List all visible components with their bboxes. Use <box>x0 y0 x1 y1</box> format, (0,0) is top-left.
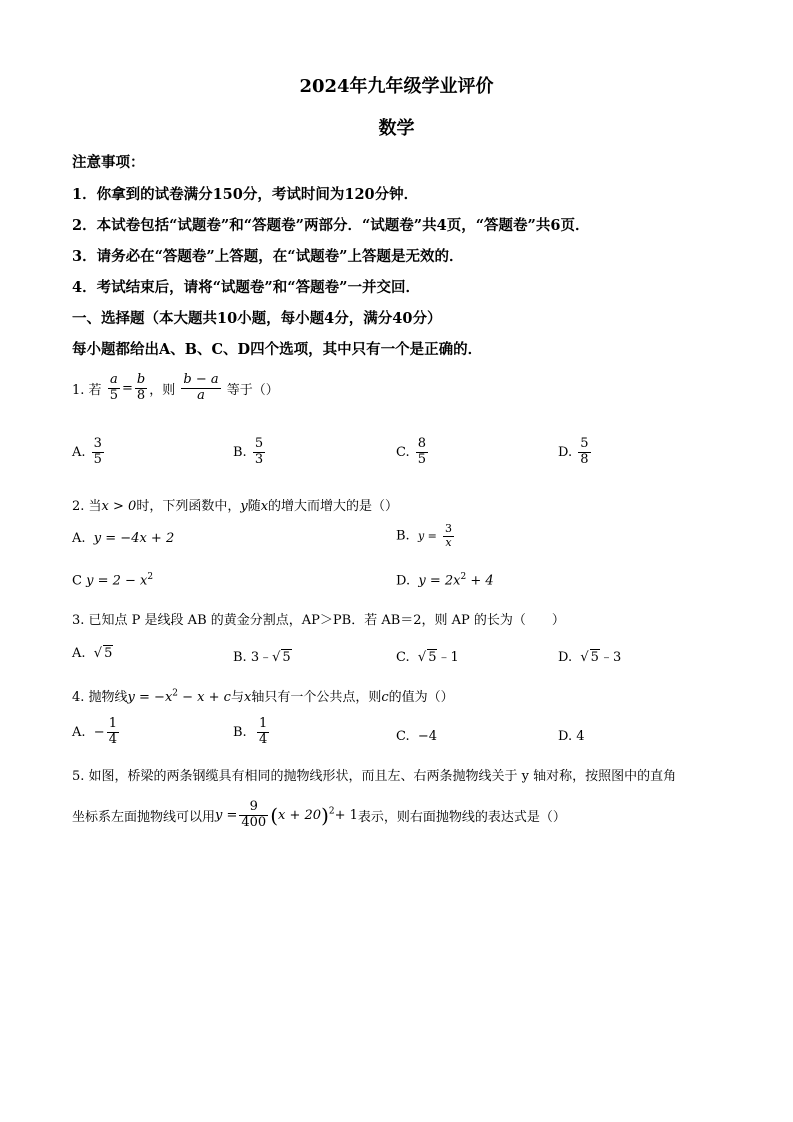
exam-title: 2024年九年级学业评价 <box>299 76 494 97</box>
q4-option-c[interactable]: C. −4 <box>396 729 438 744</box>
question-4: 4. 抛物线$y = -x^2 - x + c$与x轴只有一个公共点，则c的值为（） <box>72 688 454 705</box>
q4-option-b[interactable]: B. $\frac{1}{4}$ <box>233 716 268 747</box>
section-instruction: 每小题都给出A、B、C、D四个选项，其中只有一个是正确的． <box>72 341 483 358</box>
q3-option-c[interactable]: C. √ 5﹣1 <box>396 650 459 665</box>
q1-prefix: 1. 若 <box>72 382 102 398</box>
q2-option-a[interactable]: A. y = −4x + 2 <box>72 531 175 546</box>
note-item-4: 4．考试结束后，请将“试题卷”和“答题卷”一并交回． <box>72 279 420 296</box>
q1-expression: $\frac{b - a}{a}$ <box>183 372 219 403</box>
section-heading: 一、选择题（本大题共10小题，每小题4分，满分40分） <box>72 310 442 327</box>
question-2: 2. 当x > 0时，下列函数中，y随x的增大而增大的是（） <box>72 499 399 514</box>
q3-option-a[interactable]: A. √ 5 <box>72 646 113 661</box>
note-item-1: 1．你拿到的试卷满分150分，考试时间为120分钟． <box>72 186 419 203</box>
q1-option-b[interactable]: B. $\frac{5}{3}$ <box>233 436 264 467</box>
q1-mid: ，则 <box>149 382 176 398</box>
question-3: 3. 已知点 P 是线段 AB 的黄金分割点，AP＞PB．若 AB＝2，则 AP 的长为（ ） <box>72 613 565 628</box>
question-5-line-2: 坐标系左面抛物线可以用y = $\frac{9}{400}$ $(x + 20)^2+ 1$表示，则右面抛物线的表达式是（） <box>72 799 566 830</box>
question-5-line-1: 5. 如图，桥梁的两条钢缆具有相同的抛物线形状，而且左、右两条抛物线关于 y 轴对称，按照图中的直角 <box>72 769 677 784</box>
note-item-2: 2．本试卷包括“试题卷”和“答题卷”两部分．“试题卷”共4页，“答题卷”共6页． <box>72 217 590 234</box>
q1-suffix: 等于（） <box>226 382 279 398</box>
q1-option-a[interactable]: A. $\frac{3}{5}$ <box>72 436 102 467</box>
note-item-3: 3．请务必在“答题卷”上答题，在“试题卷”上答题是无效的． <box>72 248 464 265</box>
subject-title: 数学 <box>378 118 415 139</box>
q1-option-d[interactable]: D. $\frac{5}{8}$ <box>558 436 589 467</box>
q1-fraction-a: $\frac{a}{5}$ <box>109 372 118 403</box>
q3-option-d[interactable]: D. √ 5﹣3 <box>558 650 622 665</box>
q2-option-b[interactable]: B. y = $\frac{3}{x}$ <box>396 522 453 549</box>
q3-option-b[interactable]: B. 3﹣√ 5 <box>233 650 291 665</box>
q4-option-d[interactable]: D. 4 <box>558 729 585 744</box>
q1-option-c[interactable]: C. $\frac{8}{5}$ <box>396 436 427 467</box>
question-1: 1. 若 $\frac{a}{5}$ = $\frac{b}{8}$ ，则 $\frac{b - a}{a}$ 等于（） <box>72 372 279 403</box>
q2-option-c[interactable]: C $y = 2 - x^2$ <box>72 572 154 589</box>
notes-heading: 注意事项： <box>72 154 145 171</box>
q4-option-a[interactable]: A. − $\frac{1}{4}$ <box>72 716 117 747</box>
q2-option-d[interactable]: D. $y = 2x^2 + 4$ <box>396 572 494 589</box>
q1-fraction-b: $\frac{b}{8}$ <box>136 372 146 403</box>
